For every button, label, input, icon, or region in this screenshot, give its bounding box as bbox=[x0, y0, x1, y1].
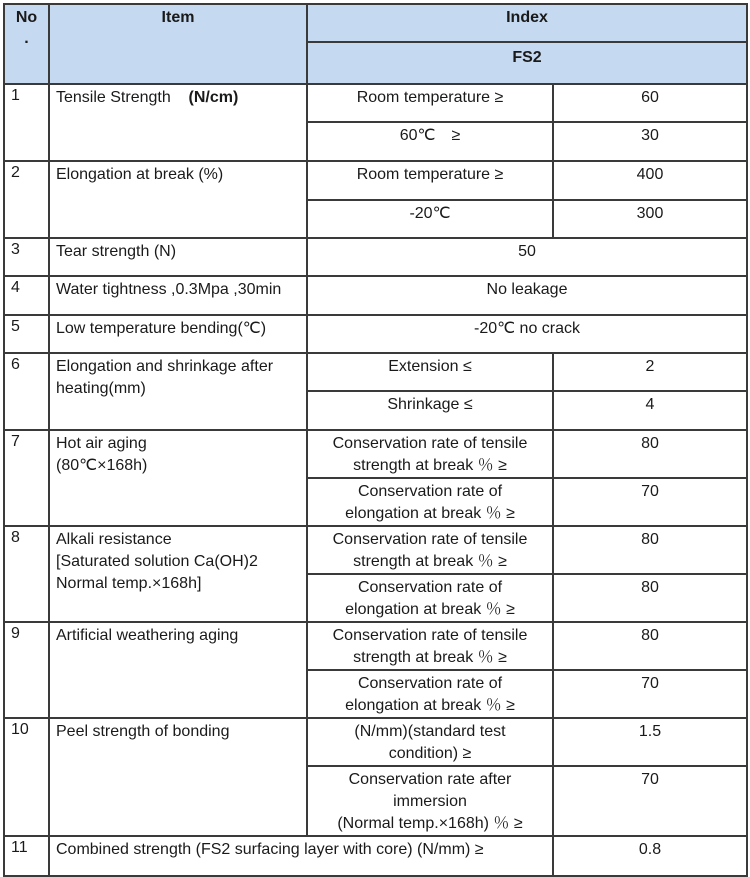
row-item: Low temperature bending(℃) bbox=[49, 315, 307, 353]
table-row bbox=[4, 84, 747, 122]
row-number: 4 bbox=[4, 276, 49, 315]
item-label: Alkali resistance bbox=[56, 531, 172, 548]
row-value: 60 bbox=[553, 84, 747, 122]
table-row bbox=[4, 526, 747, 574]
row-criterion: Conservation rate of elongation at break ％ ≥ bbox=[307, 574, 553, 622]
row-criterion: (N/mm)(standard test condition) ≥ bbox=[307, 718, 553, 766]
row-criterion: Conservation rate of tensile strength at break ％ ≥ bbox=[307, 526, 553, 574]
row-item: Elongation at break (%) bbox=[49, 161, 307, 238]
row-criterion: Shrinkage ≤ bbox=[307, 391, 553, 430]
row-number: 3 bbox=[4, 238, 49, 276]
table-row bbox=[4, 353, 747, 391]
row-value: 50 bbox=[307, 238, 747, 276]
item-label: Tensile Strength bbox=[56, 89, 171, 106]
table-row bbox=[4, 161, 747, 200]
row-number: 11 bbox=[4, 836, 49, 876]
header-item: Item bbox=[49, 4, 307, 84]
header-no bbox=[4, 4, 49, 84]
row-value: 80 bbox=[553, 526, 747, 574]
row-criterion bbox=[307, 766, 553, 836]
row-item: Artificial weathering aging bbox=[49, 622, 307, 718]
row-value: 70 bbox=[553, 766, 747, 836]
row-number: 10 bbox=[4, 718, 49, 836]
row-value: 1.5 bbox=[553, 718, 747, 766]
row-item bbox=[49, 430, 307, 526]
header-index: Index bbox=[307, 4, 747, 42]
row-criterion: Conservation rate of elongation at break ％ ≥ bbox=[307, 670, 553, 718]
item-condition: [Saturated solution Ca(OH)2 bbox=[56, 553, 258, 570]
row-item bbox=[49, 526, 307, 622]
header-no-dot: . bbox=[24, 30, 29, 47]
row-value: 80 bbox=[553, 574, 747, 622]
row-item: Peel strength of bonding bbox=[49, 718, 307, 836]
row-criterion: -20℃ bbox=[307, 200, 553, 238]
row-value: 300 bbox=[553, 200, 747, 238]
table-row bbox=[4, 430, 747, 478]
item-condition-2: Normal temp.×168h] bbox=[56, 575, 202, 592]
table-row bbox=[4, 315, 747, 353]
row-criterion: 60℃ ≥ bbox=[307, 122, 553, 161]
row-criterion: Conservation rate of tensile strength at break ％ ≥ bbox=[307, 430, 553, 478]
row-criterion: Conservation rate of elongation at break ％ ≥ bbox=[307, 478, 553, 526]
row-item: Elongation and shrinkage after heating(mm) bbox=[49, 353, 307, 430]
row-value: 400 bbox=[553, 161, 747, 200]
row-value: 70 bbox=[553, 478, 747, 526]
table-row bbox=[4, 238, 747, 276]
row-criterion: Extension ≤ bbox=[307, 353, 553, 391]
table-row bbox=[4, 276, 747, 315]
spec-table bbox=[3, 3, 748, 877]
row-number: 6 bbox=[4, 353, 49, 430]
item-label: Hot air aging bbox=[56, 435, 147, 452]
header-grade-fs2: FS2 bbox=[307, 42, 747, 84]
row-item: Tear strength (N) bbox=[49, 238, 307, 276]
row-value: 2 bbox=[553, 353, 747, 391]
criterion-text: Conservation rate after immersion bbox=[348, 771, 512, 810]
row-value: 80 bbox=[553, 430, 747, 478]
row-value: 4 bbox=[553, 391, 747, 430]
row-number: 1 bbox=[4, 84, 49, 161]
row-value: No leakage bbox=[307, 276, 747, 315]
criterion-condition: (Normal temp.×168h) ％ ≥ bbox=[337, 815, 523, 832]
header-no-label: No bbox=[15, 9, 38, 26]
row-number: 7 bbox=[4, 430, 49, 526]
table-row bbox=[4, 718, 747, 766]
row-value: 70 bbox=[553, 670, 747, 718]
item-condition: (80℃×168h) bbox=[56, 457, 148, 474]
row-criterion: Room temperature ≥ bbox=[307, 161, 553, 200]
row-value: 0.8 bbox=[553, 836, 747, 876]
table-row bbox=[4, 836, 747, 876]
row-criterion: Conservation rate of tensile strength at break ％ ≥ bbox=[307, 622, 553, 670]
row-number: 5 bbox=[4, 315, 49, 353]
row-number: 9 bbox=[4, 622, 49, 718]
row-item bbox=[49, 84, 307, 161]
row-criterion: Room temperature ≥ bbox=[307, 84, 553, 122]
row-item: Water tightness ,0.3Mpa ,30min bbox=[49, 276, 307, 315]
item-unit: (N/cm) bbox=[188, 89, 239, 106]
row-value: 30 bbox=[553, 122, 747, 161]
row-number: 2 bbox=[4, 161, 49, 238]
row-value: 80 bbox=[553, 622, 747, 670]
table-row bbox=[4, 622, 747, 670]
row-value: -20℃ no crack bbox=[307, 315, 747, 353]
row-item: Combined strength (FS2 surfacing layer with core) (N/mm) ≥ bbox=[49, 836, 553, 876]
row-number: 8 bbox=[4, 526, 49, 622]
header-row bbox=[4, 4, 747, 42]
